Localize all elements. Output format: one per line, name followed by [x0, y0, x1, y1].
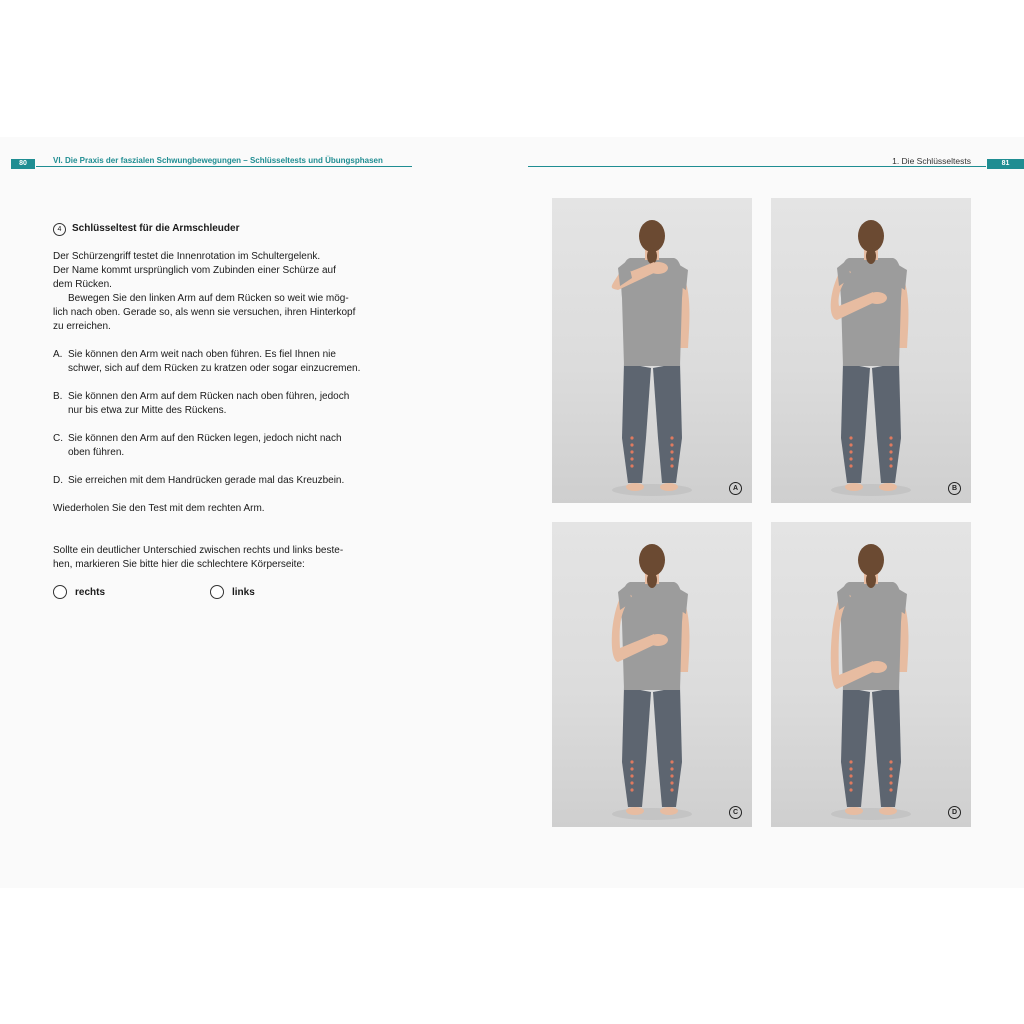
- legging-detail: [630, 767, 633, 770]
- ponytail: [866, 248, 876, 264]
- choice-rechts[interactable]: [53, 585, 105, 599]
- legging-detail: [889, 788, 892, 791]
- floor-shadow: [831, 808, 911, 820]
- figure-illustration: [771, 522, 971, 827]
- running-header-right: 1. Die Schlüsseltests: [892, 156, 971, 166]
- legging-detail: [889, 774, 892, 777]
- legging-detail: [670, 464, 673, 467]
- left-foot: [845, 483, 863, 491]
- head: [858, 544, 884, 576]
- repeat-instruction: Wiederholen Sie den Test mit dem rechten Arm.: [53, 503, 265, 514]
- legging-detail: [889, 436, 892, 439]
- hand: [648, 634, 668, 646]
- photo-c: [552, 522, 752, 827]
- option-text: Sie erreichen mit dem Handrücken gerade mal das Kreuzbein.: [68, 475, 345, 486]
- intro-line: Der Schürzengriff testet die Innenrotation im Schultergelenk.: [53, 251, 321, 262]
- right-leg: [653, 363, 682, 483]
- intro-line: Der Name kommt ursprünglich vom Zubinden einer Schürze auf: [53, 265, 336, 276]
- photo-label: D: [948, 806, 961, 819]
- intro-line: dem Rücken.: [53, 279, 112, 290]
- legging-detail: [849, 767, 852, 770]
- option-text: oben führen.: [68, 447, 125, 458]
- option-item: [53, 348, 383, 376]
- right-leg: [653, 687, 682, 807]
- right-foot: [660, 807, 678, 815]
- text-column: [53, 222, 383, 572]
- floor-shadow: [831, 484, 911, 496]
- test-number-badge: 4: [53, 223, 66, 236]
- option-item: [53, 432, 383, 460]
- option-text: Sie können den Arm weit nach oben führen. Es fiel Ihnen nie: [68, 349, 336, 360]
- legging-detail: [670, 450, 673, 453]
- header-rule-left: [36, 166, 412, 167]
- left-leg: [841, 363, 870, 483]
- legging-detail: [889, 457, 892, 460]
- legging-detail: [630, 443, 633, 446]
- legging-detail: [670, 436, 673, 439]
- legging-detail: [630, 450, 633, 453]
- option-letter: A.: [53, 349, 63, 360]
- legging-detail: [849, 788, 852, 791]
- compare-line: hen, markieren Sie bitte hier die schlechtere Körperseite:: [53, 559, 305, 570]
- page-number-left: 80: [11, 159, 35, 169]
- hand: [867, 661, 887, 673]
- photo-label: C: [729, 806, 742, 819]
- right-foot: [660, 483, 678, 491]
- choice-links-label: links: [232, 586, 255, 598]
- legging-detail: [889, 781, 892, 784]
- instruction-line: lich nach oben. Gerade so, als wenn sie versuchen, ihren Hinterkopf: [53, 307, 356, 318]
- photo-label: B: [948, 482, 961, 495]
- legging-detail: [670, 788, 673, 791]
- option-item: [53, 390, 383, 418]
- legging-detail: [630, 464, 633, 467]
- side-choice-group: [53, 585, 383, 601]
- legging-detail: [889, 767, 892, 770]
- legging-detail: [849, 457, 852, 460]
- head: [639, 544, 665, 576]
- choice-rechts-label: rechts: [75, 586, 106, 598]
- compare-line: Sollte ein deutlicher Unterschied zwischen rechts und links beste-: [53, 545, 344, 556]
- figure-illustration: [552, 522, 752, 827]
- legging-detail: [849, 436, 852, 439]
- option-text: schwer, sich auf dem Rücken zu kratzen oder sogar einzucremen.: [68, 363, 361, 374]
- left-foot: [626, 483, 644, 491]
- photo-b: [771, 198, 971, 503]
- option-text: Sie können den Arm auf dem Rücken nach oben führen, jedoch: [68, 391, 350, 402]
- photo-a: [552, 198, 752, 503]
- photo-label: A: [729, 482, 742, 495]
- photo-d: [771, 522, 971, 827]
- ponytail: [647, 248, 657, 264]
- option-list: [53, 348, 383, 488]
- option-letter: C.: [53, 433, 63, 444]
- head: [858, 220, 884, 252]
- page-number-right: 81: [987, 159, 1024, 169]
- legging-detail: [670, 781, 673, 784]
- head: [639, 220, 665, 252]
- legging-detail: [670, 457, 673, 460]
- legging-detail: [630, 436, 633, 439]
- legging-detail: [849, 774, 852, 777]
- option-text: Sie können den Arm auf den Rücken legen, jedoch nicht nach: [68, 433, 342, 444]
- choice-links[interactable]: [210, 585, 255, 599]
- option-text: nur bis etwa zur Mitte des Rückens.: [68, 405, 227, 416]
- legging-detail: [889, 450, 892, 453]
- legging-detail: [630, 781, 633, 784]
- legging-detail: [849, 781, 852, 784]
- legging-detail: [849, 464, 852, 467]
- left-leg: [622, 687, 651, 807]
- radio-links[interactable]: [210, 585, 224, 599]
- left-foot: [845, 807, 863, 815]
- figure-illustration: [771, 198, 971, 503]
- legging-detail: [849, 450, 852, 453]
- legging-detail: [630, 774, 633, 777]
- legging-detail: [889, 760, 892, 763]
- legging-detail: [889, 443, 892, 446]
- option-letter: B.: [53, 391, 63, 402]
- test-heading: [53, 222, 383, 236]
- left-foot: [626, 807, 644, 815]
- legging-detail: [670, 774, 673, 777]
- right-leg: [872, 687, 901, 807]
- left-leg: [841, 687, 870, 807]
- option-letter: D.: [53, 475, 63, 486]
- running-header-left: VI. Die Praxis der faszialen Schwungbewegungen – Schlüsseltests und Übungsphasen: [53, 156, 383, 165]
- header-rule-right: [528, 166, 986, 167]
- option-item: [53, 474, 383, 488]
- right-foot: [879, 807, 897, 815]
- legging-detail: [849, 760, 852, 763]
- legging-detail: [670, 767, 673, 770]
- legging-detail: [670, 443, 673, 446]
- right-leg: [872, 363, 901, 483]
- right-foot: [879, 483, 897, 491]
- test-title: Schlüsseltest für die Armschleuder: [72, 223, 240, 234]
- hand: [867, 292, 887, 304]
- left-leg: [622, 363, 651, 483]
- ponytail: [647, 572, 657, 588]
- floor-shadow: [612, 484, 692, 496]
- legging-detail: [630, 788, 633, 791]
- ponytail: [866, 572, 876, 588]
- instruction-line: Bewegen Sie den linken Arm auf dem Rücken so weit wie mög-: [68, 293, 349, 304]
- hand: [648, 262, 668, 274]
- figure-illustration: [552, 198, 752, 503]
- radio-rechts[interactable]: [53, 585, 67, 599]
- instruction-line: zu erreichen.: [53, 321, 111, 332]
- legging-detail: [889, 464, 892, 467]
- legging-detail: [670, 760, 673, 763]
- legging-detail: [630, 760, 633, 763]
- legging-detail: [849, 443, 852, 446]
- floor-shadow: [612, 808, 692, 820]
- legging-detail: [630, 457, 633, 460]
